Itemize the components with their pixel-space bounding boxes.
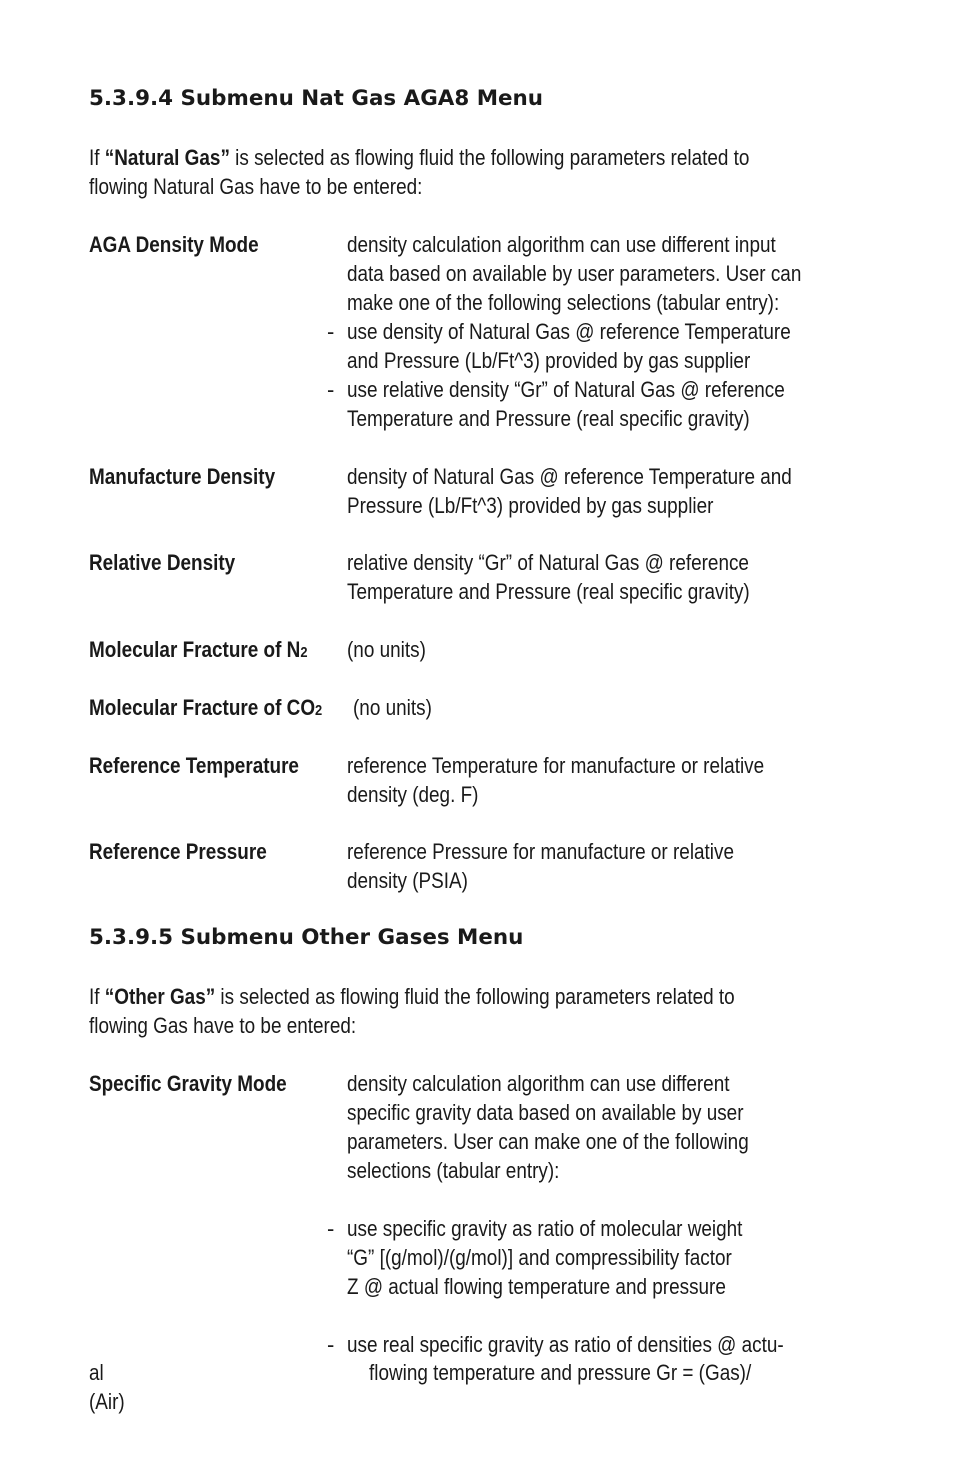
intro-rest: is selected as flowing fluid the following parameters related to	[215, 984, 735, 1009]
param-desc-line: Pressure (Lb/Ft^3) provided by gas supplier	[347, 493, 714, 518]
option-line: “G” [(g/mol)/(g/mol)] and compressibility factor	[347, 1245, 732, 1270]
option-line: use density of Natural Gas @ reference Temperature	[347, 319, 791, 344]
param-desc-line: density calculation algorithm can use different	[347, 1071, 730, 1096]
option-line: Z @ actual flowing temperature and pressure	[347, 1274, 726, 1299]
option-line: use real specific gravity as ratio of densities @ actu-	[347, 1332, 784, 1357]
param-desc-line: reference Pressure for manufacture or relative	[347, 839, 734, 864]
intro-lead: If	[89, 145, 105, 170]
option-bullet: -	[327, 377, 335, 402]
intro-paragraph-line2: flowing Natural Gas have to be entered:	[89, 174, 423, 199]
param-term-manufacture-density: Manufacture Density	[89, 464, 276, 489]
param-term-relative-density: Relative Density	[89, 550, 236, 575]
wrap-line: flowing temperature and pressure Gr = (Gas)/	[369, 1360, 752, 1385]
param-desc-line: make one of the following selections (tabular entry):	[347, 290, 780, 315]
term-text: Molecular Fracture of N	[89, 637, 301, 662]
intro-strong-other-gas: “Other Gas”	[104, 984, 216, 1009]
param-desc-line: parameters. User can make one of the following	[347, 1129, 749, 1154]
option-bullet: -	[327, 319, 335, 344]
intro-paragraph-line1	[89, 143, 749, 172]
section-heading-aga8: 5.3.9.4 Submenu Nat Gas AGA8 Menu	[89, 86, 544, 110]
intro-strong-natural-gas: “Natural Gas”	[104, 145, 230, 170]
param-desc-line: (no units)	[347, 637, 426, 662]
param-desc-line: density (deg. F)	[347, 782, 479, 807]
option-line: Temperature and Pressure (real specific gravity)	[347, 406, 750, 431]
param-term-molecular-fracture-n2	[89, 635, 307, 667]
wrap-line: al	[89, 1360, 104, 1385]
param-term-reference-pressure: Reference Pressure	[89, 839, 267, 864]
param-term-reference-temperature: Reference Temperature	[89, 753, 299, 778]
option-line: and Pressure (Lb/Ft^3) provided by gas supplier	[347, 348, 751, 373]
param-desc-line: (no units)	[353, 695, 432, 720]
intro-rest: is selected as flowing fluid the following parameters related to	[229, 145, 750, 170]
intro-lead: If	[89, 984, 105, 1009]
param-desc-line: specific gravity data based on available by user	[347, 1100, 744, 1125]
section-heading-other-gases: 5.3.9.5 Submenu Other Gases Menu	[89, 925, 524, 949]
param-desc-line: data based on available by user parameters. User can	[347, 261, 802, 286]
param-desc-line: relative density “Gr” of Natural Gas @ reference	[347, 550, 749, 575]
param-desc-line: density of Natural Gas @ reference Temperature and	[347, 464, 792, 489]
option-line: use relative density “Gr” of Natural Gas @ reference	[347, 377, 785, 402]
option-bullet: -	[327, 1216, 335, 1241]
param-desc-line: reference Temperature for manufacture or relative	[347, 753, 765, 778]
intro-paragraph-line1	[89, 982, 735, 1011]
param-desc-line: density calculation algorithm can use different input	[347, 232, 776, 257]
param-desc-line: Temperature and Pressure (real specific gravity)	[347, 579, 750, 604]
param-desc-line: selections (tabular entry):	[347, 1158, 560, 1183]
param-desc-line: density (PSIA)	[347, 868, 468, 893]
option-bullet: -	[327, 1332, 335, 1357]
term-text: Molecular Fracture of CO	[89, 695, 316, 720]
param-term-specific-gravity-mode: Specific Gravity Mode	[89, 1071, 287, 1096]
param-term-aga-density-mode: AGA Density Mode	[89, 232, 259, 257]
wrap-line: (Air)	[89, 1389, 125, 1414]
term-subscript: 2	[315, 702, 323, 719]
intro-paragraph-line2: flowing Gas have to be entered:	[89, 1013, 357, 1038]
param-term-molecular-fracture-co2	[89, 693, 322, 725]
option-line: use specific gravity as ratio of molecular weight	[347, 1216, 743, 1241]
term-subscript: 2	[300, 644, 308, 661]
